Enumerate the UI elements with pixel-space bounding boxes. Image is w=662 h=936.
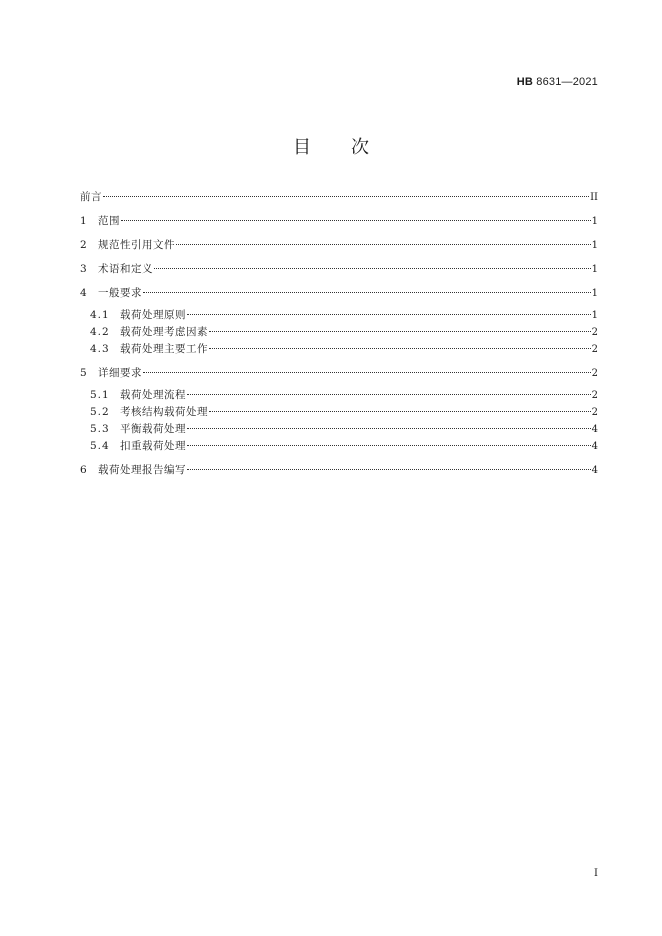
toc-entry-number: 1 — [80, 215, 87, 227]
toc-entry-page: 1 — [591, 264, 598, 275]
toc-entry-5-2[interactable] — [80, 404, 598, 420]
standard-code — [517, 76, 598, 88]
toc-leader-dots — [187, 394, 591, 395]
toc-entry-5-3[interactable] — [80, 421, 598, 437]
toc-entry-label: 详细要求 — [98, 367, 142, 379]
toc-entry-page: 4 — [591, 424, 598, 435]
toc-entry-3[interactable] — [80, 261, 598, 277]
toc-leader-dots — [143, 372, 591, 373]
toc-entry-page: 1 — [591, 240, 598, 251]
toc-entry-label: 载荷处理原则 — [120, 309, 186, 321]
toc-entry-label: 扣重载荷处理 — [120, 440, 186, 452]
toc-entry-label: 载荷处理流程 — [120, 389, 186, 401]
toc-entry-page: II — [590, 192, 598, 203]
toc-entry-page: 4 — [591, 441, 598, 452]
toc-entry-number: 5 — [80, 367, 87, 379]
toc-leader-dots — [209, 411, 591, 412]
toc-entry-2[interactable] — [80, 237, 598, 253]
toc-entry-4-3[interactable] — [80, 341, 598, 357]
toc-entry-number: 4 — [80, 287, 87, 299]
toc-entry-number: 4.3 — [90, 343, 110, 355]
toc-entry-number: 2 — [80, 239, 87, 251]
toc-entry-number: 6 — [80, 464, 87, 476]
toc-entry-number: 4.1 — [90, 309, 110, 321]
standard-prefix: HB — [516, 76, 533, 88]
toc-entry-page: 4 — [591, 465, 598, 476]
page-number: I — [594, 868, 598, 879]
toc-entry-label: 考核结构载荷处理 — [120, 406, 208, 418]
toc-entry-label: 载荷处理主要工作 — [120, 343, 208, 355]
toc-entry-page: 2 — [591, 390, 598, 401]
toc-leader-dots — [176, 244, 591, 245]
toc-entry-4-2[interactable] — [80, 324, 598, 340]
table-of-contents — [80, 189, 598, 478]
toc-entry-label: 载荷处理考虑因素 — [120, 326, 208, 338]
toc-leader-dots — [154, 268, 591, 269]
toc-entry-page: 2 — [591, 407, 598, 418]
toc-leader-dots — [187, 314, 591, 315]
toc-entry-number: 5.3 — [90, 423, 110, 435]
toc-entry-label: 规范性引用文件 — [98, 239, 175, 251]
toc-entry-label: 前言 — [80, 191, 102, 203]
toc-entry-number: 5.4 — [90, 440, 110, 452]
toc-entry-number: 5.2 — [90, 406, 110, 418]
toc-leader-dots — [103, 196, 589, 197]
standard-number: 8631—2021 — [536, 76, 598, 88]
toc-entry-page: 2 — [591, 327, 598, 338]
toc-entry-4[interactable] — [80, 285, 598, 301]
toc-entry-6[interactable] — [80, 462, 598, 478]
toc-leader-dots — [121, 220, 591, 221]
toc-entry-page: 1 — [591, 310, 598, 321]
toc-entry-1[interactable] — [80, 213, 598, 229]
toc-entry-number: 5.1 — [90, 389, 110, 401]
toc-entry-label: 术语和定义 — [98, 263, 153, 275]
toc-entry-page: 1 — [591, 288, 598, 299]
toc-entry-page: 2 — [591, 344, 598, 355]
toc-entry-label: 平衡载荷处理 — [120, 423, 186, 435]
toc-leader-dots — [209, 331, 591, 332]
toc-leader-dots — [187, 469, 591, 470]
toc-entry-page: 2 — [591, 368, 598, 379]
toc-entry-label: 载荷处理报告编写 — [98, 464, 186, 476]
toc-leader-dots — [209, 348, 591, 349]
toc-entry-5-4[interactable] — [80, 438, 598, 454]
page-title: 目次 — [293, 137, 409, 158]
toc-leader-dots — [187, 428, 591, 429]
toc-leader-dots — [187, 445, 591, 446]
toc-entry-number: 3 — [80, 263, 87, 275]
toc-entry-label: 一般要求 — [98, 287, 142, 299]
toc-entry-4-1[interactable] — [80, 307, 598, 323]
toc-leader-dots — [143, 292, 591, 293]
toc-entry-5[interactable] — [80, 365, 598, 381]
toc-entry-page: 1 — [591, 216, 598, 227]
toc-entry-preface[interactable] — [80, 189, 598, 205]
toc-entry-label: 范围 — [98, 215, 120, 227]
toc-entry-number: 4.2 — [90, 326, 110, 338]
toc-entry-5-1[interactable] — [80, 387, 598, 403]
